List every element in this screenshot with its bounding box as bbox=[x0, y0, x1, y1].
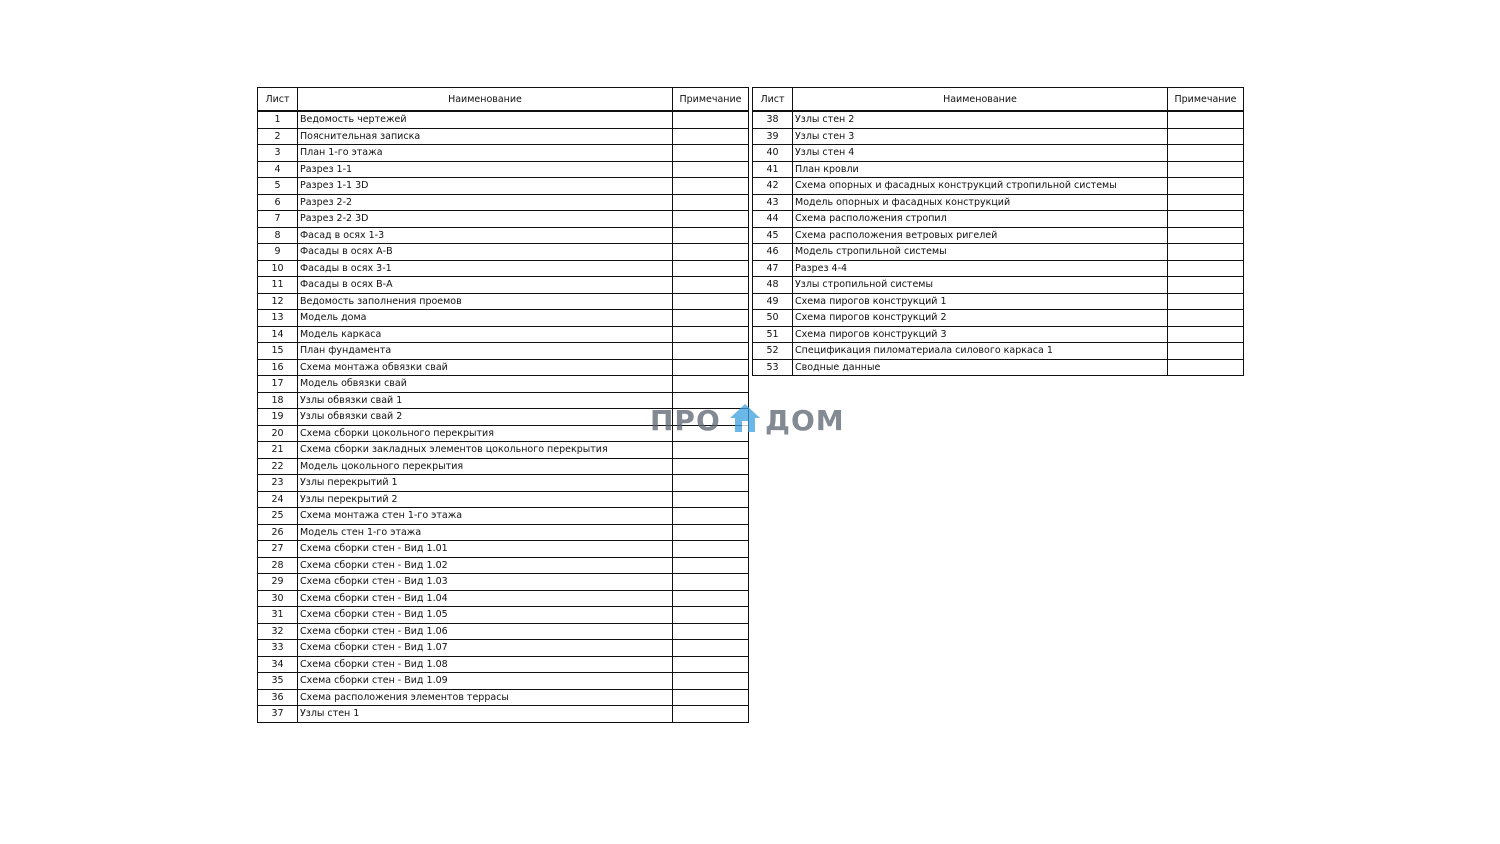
sheet-note bbox=[1168, 211, 1244, 228]
sheet-name: Схема расположения элементов террасы bbox=[298, 689, 673, 706]
sheet-note bbox=[1168, 260, 1244, 277]
table-row bbox=[258, 277, 749, 294]
sheet-number: 39 bbox=[753, 128, 793, 145]
table-row bbox=[258, 557, 749, 574]
sheet-name: Схема пирогов конструкций 1 bbox=[793, 293, 1168, 310]
watermark-text-left: ПРО bbox=[650, 404, 721, 437]
sheet-name: Разрез 4-4 bbox=[793, 260, 1168, 277]
table-row bbox=[753, 244, 1244, 261]
sheet-name: Узлы обвязки свай 2 bbox=[298, 409, 673, 426]
sheet-number: 37 bbox=[258, 706, 298, 723]
sheet-note bbox=[1168, 128, 1244, 145]
sheet-name: Модель цокольного перекрытия bbox=[298, 458, 673, 475]
sheet-note bbox=[673, 656, 749, 673]
table-row bbox=[258, 310, 749, 327]
sheet-note bbox=[673, 145, 749, 162]
sheet-number: 2 bbox=[258, 128, 298, 145]
sheet-name: Схема сборки стен - Вид 1.01 bbox=[298, 541, 673, 558]
sheet-name: Узлы стен 1 bbox=[298, 706, 673, 723]
sheet-name: Модель стен 1-го этажа bbox=[298, 524, 673, 541]
sheet-note bbox=[673, 557, 749, 574]
sheet-note bbox=[1168, 359, 1244, 376]
table-body-right bbox=[753, 111, 1244, 376]
table-row bbox=[258, 326, 749, 343]
table-row bbox=[753, 161, 1244, 178]
sheet-name: Схема сборки стен - Вид 1.02 bbox=[298, 557, 673, 574]
sheet-name: Схема пирогов конструкций 2 bbox=[793, 310, 1168, 327]
header-name: Наименование bbox=[793, 88, 1168, 112]
sheet-name: Схема монтажа обвязки свай bbox=[298, 359, 673, 376]
sheet-name: Модель стропильной системы bbox=[793, 244, 1168, 261]
table-row bbox=[258, 458, 749, 475]
table-row bbox=[258, 590, 749, 607]
table-row bbox=[258, 343, 749, 360]
sheet-name: Сводные данные bbox=[793, 359, 1168, 376]
table-row bbox=[258, 359, 749, 376]
sheet-note bbox=[1168, 244, 1244, 261]
sheet-number: 1 bbox=[258, 111, 298, 128]
house-icon bbox=[728, 402, 762, 442]
sheet-name: Узлы перекрытий 2 bbox=[298, 491, 673, 508]
table-row bbox=[258, 623, 749, 640]
sheet-note bbox=[673, 178, 749, 195]
sheet-number: 19 bbox=[258, 409, 298, 426]
sheet-number: 5 bbox=[258, 178, 298, 195]
sheet-note bbox=[1168, 161, 1244, 178]
sheet-number: 16 bbox=[258, 359, 298, 376]
sheet-name: Разрез 1-1 3D bbox=[298, 178, 673, 195]
header-note: Примечание bbox=[1168, 88, 1244, 112]
drawings-index-table-right bbox=[752, 87, 1244, 376]
sheet-number: 43 bbox=[753, 194, 793, 211]
sheet-note bbox=[1168, 310, 1244, 327]
sheet-number: 10 bbox=[258, 260, 298, 277]
sheet-number: 7 bbox=[258, 211, 298, 228]
sheet-name: Фасад в осях 1-3 bbox=[298, 227, 673, 244]
sheet-number: 12 bbox=[258, 293, 298, 310]
sheet-number: 9 bbox=[258, 244, 298, 261]
table-header-row bbox=[753, 88, 1244, 112]
sheet-note bbox=[673, 706, 749, 723]
sheet-number: 18 bbox=[258, 392, 298, 409]
sheet-name: Фасады в осях 3-1 bbox=[298, 260, 673, 277]
sheet-number: 51 bbox=[753, 326, 793, 343]
sheet-note bbox=[673, 310, 749, 327]
sheet-name: План фундамента bbox=[298, 343, 673, 360]
sheet-note bbox=[1168, 194, 1244, 211]
header-sheet: Лист bbox=[258, 88, 298, 112]
sheet-number: 50 bbox=[753, 310, 793, 327]
sheet-number: 40 bbox=[753, 145, 793, 162]
table-row bbox=[753, 227, 1244, 244]
table-row bbox=[258, 508, 749, 525]
sheet-name: Модель дома bbox=[298, 310, 673, 327]
sheet-number: 27 bbox=[258, 541, 298, 558]
sheet-note bbox=[673, 244, 749, 261]
table-row bbox=[258, 128, 749, 145]
sheet-name: Спецификация пиломатериала силового каркаса 1 bbox=[793, 343, 1168, 360]
sheet-note bbox=[1168, 343, 1244, 360]
table-row bbox=[753, 178, 1244, 195]
sheet-note bbox=[673, 277, 749, 294]
header-note: Примечание bbox=[673, 88, 749, 112]
sheet-number: 23 bbox=[258, 475, 298, 492]
sheet-number: 31 bbox=[258, 607, 298, 624]
sheet-name: План кровли bbox=[793, 161, 1168, 178]
sheet-name: Схема опорных и фасадных конструкций стропильной системы bbox=[793, 178, 1168, 195]
sheet-note bbox=[1168, 178, 1244, 195]
sheet-note bbox=[673, 128, 749, 145]
sheet-note bbox=[673, 211, 749, 228]
sheet-note bbox=[1168, 293, 1244, 310]
table-row bbox=[753, 359, 1244, 376]
table-row bbox=[753, 194, 1244, 211]
table-row bbox=[258, 244, 749, 261]
sheet-number: 15 bbox=[258, 343, 298, 360]
sheet-number: 4 bbox=[258, 161, 298, 178]
table-row bbox=[258, 640, 749, 657]
sheet-name: Ведомость чертежей bbox=[298, 111, 673, 128]
sheet-number: 52 bbox=[753, 343, 793, 360]
sheet-name: Модель обвязки свай bbox=[298, 376, 673, 393]
sheet-number: 48 bbox=[753, 277, 793, 294]
table-row bbox=[258, 293, 749, 310]
table-row bbox=[258, 475, 749, 492]
sheet-number: 36 bbox=[258, 689, 298, 706]
sheet-name: Схема сборки стен - Вид 1.08 bbox=[298, 656, 673, 673]
sheet-note bbox=[673, 458, 749, 475]
sheet-number: 45 bbox=[753, 227, 793, 244]
sheet-number: 17 bbox=[258, 376, 298, 393]
sheet-number: 41 bbox=[753, 161, 793, 178]
table-row bbox=[753, 326, 1244, 343]
sheet-name: Фасады в осях В-А bbox=[298, 277, 673, 294]
sheet-note bbox=[1168, 277, 1244, 294]
sheet-note bbox=[673, 640, 749, 657]
sheet-number: 46 bbox=[753, 244, 793, 261]
sheet-note bbox=[673, 475, 749, 492]
sheet-note bbox=[1168, 227, 1244, 244]
table-row bbox=[258, 194, 749, 211]
sheet-number: 35 bbox=[258, 673, 298, 690]
table-row bbox=[258, 607, 749, 624]
table-row bbox=[258, 161, 749, 178]
sheet-number: 3 bbox=[258, 145, 298, 162]
sheet-name: Пояснительная записка bbox=[298, 128, 673, 145]
sheet-name: Фасады в осях А-В bbox=[298, 244, 673, 261]
table-row bbox=[753, 343, 1244, 360]
header-name: Наименование bbox=[298, 88, 673, 112]
table-row bbox=[753, 211, 1244, 228]
sheet-name: Схема расположения ветровых ригелей bbox=[793, 227, 1168, 244]
sheet-name: Схема сборки стен - Вид 1.09 bbox=[298, 673, 673, 690]
sheet-name: Модель каркаса bbox=[298, 326, 673, 343]
sheet-note bbox=[673, 623, 749, 640]
sheet-name: Схема сборки стен - Вид 1.04 bbox=[298, 590, 673, 607]
sheet-number: 26 bbox=[258, 524, 298, 541]
sheet-note bbox=[673, 359, 749, 376]
table-header-row bbox=[258, 88, 749, 112]
table-row bbox=[258, 656, 749, 673]
sheet-name: Схема сборки стен - Вид 1.05 bbox=[298, 607, 673, 624]
sheet-number: 47 bbox=[753, 260, 793, 277]
table-row bbox=[258, 260, 749, 277]
sheet-note bbox=[673, 326, 749, 343]
sheet-number: 28 bbox=[258, 557, 298, 574]
sheet-number: 20 bbox=[258, 425, 298, 442]
sheet-name: Разрез 1-1 bbox=[298, 161, 673, 178]
sheet-number: 34 bbox=[258, 656, 298, 673]
table-row bbox=[258, 574, 749, 591]
pro-dom-watermark bbox=[650, 402, 850, 442]
sheet-name: Схема монтажа стен 1-го этажа bbox=[298, 508, 673, 525]
sheet-name: Схема сборки цокольного перекрытия bbox=[298, 425, 673, 442]
sheet-note bbox=[673, 574, 749, 591]
table-row bbox=[753, 277, 1244, 294]
sheet-note bbox=[673, 227, 749, 244]
sheet-number: 49 bbox=[753, 293, 793, 310]
sheet-name: Разрез 2-2 3D bbox=[298, 211, 673, 228]
sheet-name: Модель опорных и фасадных конструкций bbox=[793, 194, 1168, 211]
table-row bbox=[753, 145, 1244, 162]
sheet-note bbox=[673, 376, 749, 393]
sheet-note bbox=[673, 260, 749, 277]
sheet-number: 8 bbox=[258, 227, 298, 244]
table-row bbox=[258, 706, 749, 723]
table-row bbox=[753, 111, 1244, 128]
sheet-number: 22 bbox=[258, 458, 298, 475]
sheet-name: Узлы стен 4 bbox=[793, 145, 1168, 162]
sheet-number: 33 bbox=[258, 640, 298, 657]
sheet-name: Схема расположения стропил bbox=[793, 211, 1168, 228]
sheet-number: 44 bbox=[753, 211, 793, 228]
sheet-number: 21 bbox=[258, 442, 298, 459]
sheet-note bbox=[673, 491, 749, 508]
sheet-note bbox=[673, 689, 749, 706]
header-sheet: Лист bbox=[753, 88, 793, 112]
sheet-note bbox=[673, 590, 749, 607]
sheet-number: 30 bbox=[258, 590, 298, 607]
sheet-note bbox=[673, 524, 749, 541]
table-row bbox=[258, 524, 749, 541]
sheet-name: Узлы перекрытий 1 bbox=[298, 475, 673, 492]
table-row bbox=[258, 673, 749, 690]
watermark-text-right: ДОМ bbox=[765, 404, 845, 437]
sheet-note bbox=[1168, 145, 1244, 162]
table-row bbox=[753, 310, 1244, 327]
sheet-note bbox=[673, 343, 749, 360]
sheet-name: Узлы обвязки свай 1 bbox=[298, 392, 673, 409]
sheet-number: 42 bbox=[753, 178, 793, 195]
sheet-number: 24 bbox=[258, 491, 298, 508]
table-row bbox=[258, 689, 749, 706]
sheet-note bbox=[673, 111, 749, 128]
sheet-note bbox=[673, 161, 749, 178]
sheet-name: Ведомость заполнения проемов bbox=[298, 293, 673, 310]
table-row bbox=[258, 541, 749, 558]
sheet-note bbox=[673, 293, 749, 310]
table-row bbox=[258, 227, 749, 244]
sheet-note bbox=[673, 607, 749, 624]
sheet-note bbox=[673, 541, 749, 558]
table-row bbox=[258, 111, 749, 128]
table-row bbox=[258, 491, 749, 508]
sheet-name: Схема сборки стен - Вид 1.03 bbox=[298, 574, 673, 591]
sheet-note bbox=[673, 673, 749, 690]
table-row bbox=[258, 211, 749, 228]
sheet-number: 38 bbox=[753, 111, 793, 128]
sheet-number: 14 bbox=[258, 326, 298, 343]
table-row bbox=[258, 145, 749, 162]
sheet-note bbox=[673, 508, 749, 525]
sheet-name: Узлы стропильной системы bbox=[793, 277, 1168, 294]
sheet-name: Схема пирогов конструкций 3 bbox=[793, 326, 1168, 343]
sheet-name: Узлы стен 3 bbox=[793, 128, 1168, 145]
sheet-name: Узлы стен 2 bbox=[793, 111, 1168, 128]
sheet-note bbox=[673, 442, 749, 459]
sheet-note bbox=[1168, 111, 1244, 128]
table-row bbox=[258, 178, 749, 195]
sheet-number: 32 bbox=[258, 623, 298, 640]
table-row bbox=[258, 376, 749, 393]
sheet-note bbox=[673, 194, 749, 211]
table-row bbox=[753, 260, 1244, 277]
table-row bbox=[753, 128, 1244, 145]
sheet-number: 11 bbox=[258, 277, 298, 294]
sheet-name: Схема сборки стен - Вид 1.06 bbox=[298, 623, 673, 640]
sheet-number: 29 bbox=[258, 574, 298, 591]
sheet-number: 53 bbox=[753, 359, 793, 376]
sheet-note bbox=[1168, 326, 1244, 343]
sheet-name: Разрез 2-2 bbox=[298, 194, 673, 211]
sheet-number: 6 bbox=[258, 194, 298, 211]
sheet-number: 13 bbox=[258, 310, 298, 327]
sheet-name: План 1-го этажа bbox=[298, 145, 673, 162]
table-row bbox=[753, 293, 1244, 310]
table-row bbox=[258, 442, 749, 459]
sheet-number: 25 bbox=[258, 508, 298, 525]
sheet-name: Схема сборки стен - Вид 1.07 bbox=[298, 640, 673, 657]
sheet-name: Схема сборки закладных элементов цокольного перекрытия bbox=[298, 442, 673, 459]
